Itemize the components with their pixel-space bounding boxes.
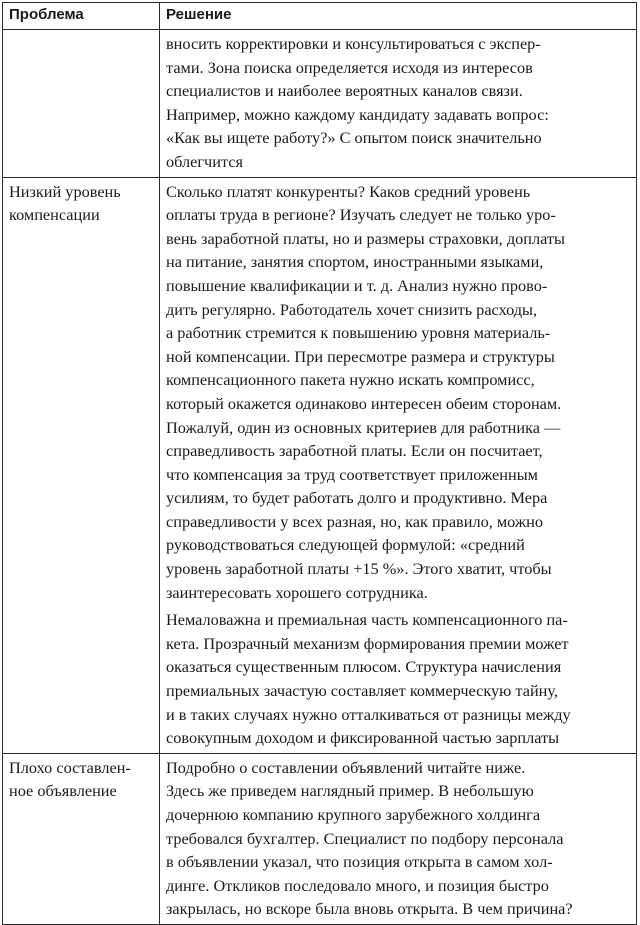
- solution-text-line: специалистов и наиболее вероятных каналов связи.: [166, 81, 523, 101]
- solution-text-line: уровень заработной платы +15 %». Этого хватит, чтобы: [166, 559, 552, 579]
- solution-paragraph: [166, 756, 630, 921]
- solution-text-line: на питание, занятия спортом, иностранными языками,: [166, 252, 544, 272]
- solution-text-line: вносить корректировки и консультироваться с экспер-: [166, 34, 541, 53]
- column-header-problem: Проблема: [3, 3, 160, 30]
- table-row: [3, 177, 637, 753]
- solution-text-line: кета. Прозрачный механизм формирования премии может: [166, 633, 569, 653]
- solution-text-line: динге. Откликов последовало много, и позиция быстро: [166, 875, 549, 895]
- problem-cell: [3, 30, 160, 178]
- solution-cell: [160, 753, 637, 924]
- solution-text-line: Например, можно каждому кандидату задавать вопрос:: [166, 104, 549, 124]
- solution-text-line: ной компенсации. При пересмотре размера и структуры: [166, 346, 555, 366]
- problem-solution-table: [2, 2, 637, 925]
- solution-text-line: Немаловажна и премиальная часть компенсационного па-: [166, 610, 568, 630]
- solution-text-line: дочернюю компанию крупного зарубежного холдинга: [166, 805, 541, 824]
- solution-paragraph: [166, 608, 630, 750]
- solution-text-line: требовался бухгалтер. Специалист по подбору персонала: [166, 828, 564, 848]
- solution-text-line: усилиям, то будет работать долго и продуктивно. Мера: [166, 488, 548, 508]
- solution-text-line: Сколько платят конкуренты? Каков средний уровень: [166, 181, 531, 201]
- problem-cell: [3, 753, 160, 924]
- solution-text-line: облегчится: [166, 151, 243, 171]
- solution-text-line: в объявлении указал, что позиция открыта в самом хол-: [166, 852, 553, 872]
- solution-text-line: тами. Зона поиска определяется исходя из интересов: [166, 57, 533, 77]
- solution-text-line: компенсационного пакета нужно искать компромисс,: [166, 370, 535, 390]
- solution-text-line: который окажется одинаково интересен обеим сторонам.: [166, 393, 562, 413]
- solution-text-line: повышение квалификации и т. д. Анализ нужно прово-: [166, 275, 548, 295]
- problem-text-line: ное объявление: [9, 781, 117, 801]
- solution-text-line: руководствоваться следующей формулой: «средний: [166, 535, 525, 555]
- solution-text-line: заинтересовать хорошего сотрудника.: [166, 582, 428, 602]
- solution-text-line: что компенсация за труд соответствует приложенным: [166, 464, 538, 484]
- problem-text-line: Плохо составлен-: [9, 757, 131, 777]
- solution-text-line: «Как вы ищете работу?» С опытом поиск значительно: [166, 128, 542, 148]
- solution-text-line: Пожалуй, один из основных критериев для работника —: [166, 417, 561, 437]
- table-header-row: [3, 3, 637, 30]
- table-row: [3, 30, 637, 178]
- problem-text-line: Низкий уровень: [9, 181, 121, 201]
- solution-text-line: премиальных зачастую составляет коммерческую тайну,: [166, 681, 558, 701]
- solution-text-line: Подробно о составлении объявлений читайте ниже.: [166, 757, 526, 777]
- solution-paragraph: [166, 32, 630, 174]
- solution-paragraph: [166, 180, 630, 605]
- problem-cell: [3, 177, 160, 753]
- table-row: [3, 753, 637, 924]
- solution-text-line: закрылась, но вскоре была вновь открыта. В чем причина?: [166, 899, 573, 919]
- table-body: [3, 30, 637, 925]
- solution-text-line: оказаться существенным плюсом. Структура начисления: [166, 657, 562, 677]
- solution-text-line: вень заработной платы, но и размеры страховки, доплаты: [166, 228, 565, 248]
- solution-text-line: оплаты труда в регионе? Изучать следует не только уро-: [166, 205, 556, 225]
- problem-text-line: компенсации: [9, 205, 100, 225]
- solution-cell: [160, 177, 637, 753]
- column-header-solution: Решение: [160, 3, 637, 30]
- solution-text-line: а работник стремится к повышению уровня материаль-: [166, 323, 551, 343]
- solution-cell: [160, 30, 637, 178]
- solution-text-line: и в таких случаях нужно отталкиваться от разницы между: [166, 704, 571, 724]
- solution-text-line: справедливость заработной платы. Если он посчитает,: [166, 441, 543, 461]
- solution-text-line: совокупным доходом и фиксированной частью зарплаты: [166, 728, 560, 748]
- solution-text-line: справедливости у всех разная, но, как правило, можно: [166, 511, 543, 531]
- solution-text-line: дить регулярно. Работодатель хочет снизить расходы,: [166, 299, 538, 319]
- document-page: [2, 2, 636, 925]
- solution-text-line: Здесь же приведем наглядный пример. В небольшую: [166, 781, 534, 801]
